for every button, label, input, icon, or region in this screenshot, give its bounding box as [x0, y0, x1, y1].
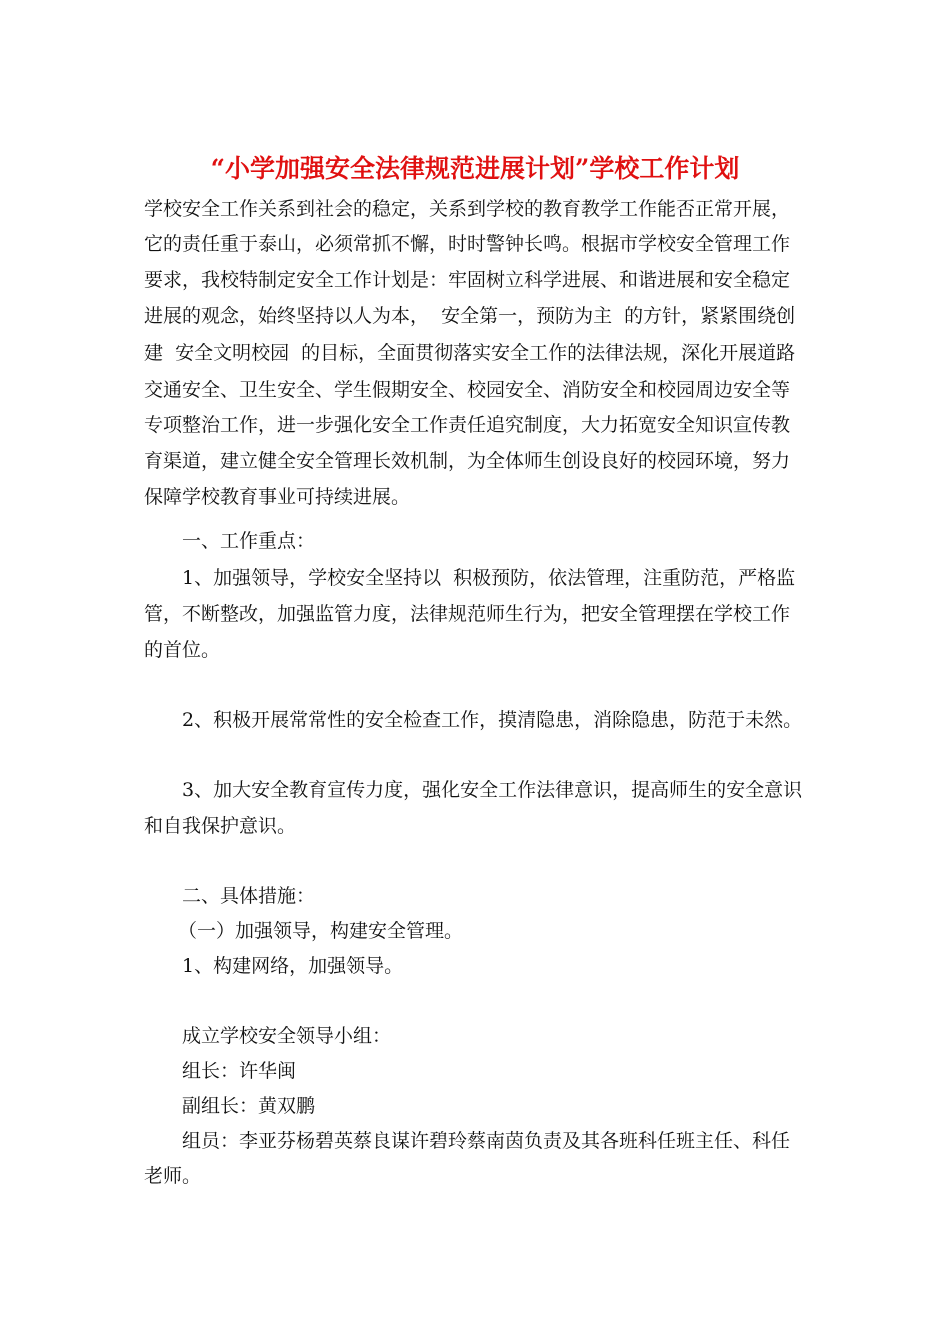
group-intro: 成立学校安全领导小组： — [182, 1025, 392, 1047]
section2-heading: 二、具体措施： — [182, 885, 316, 907]
point3-line-1: 3、加大安全教育宣传力度，强化安全工作法律意识，提高师生的安全意识 — [182, 779, 803, 801]
intro-line-3: 要求，我校特制定安全工作计划是：牢固树立科学进展、和谐进展和安全稳定 — [144, 269, 791, 291]
item1-heading: 1、构建网络，加强领导。 — [182, 955, 404, 977]
group-vice-leader: 副组长：黄双鹏 — [182, 1095, 316, 1117]
group-leader: 组长：许华闽 — [182, 1060, 297, 1082]
intro-line-6: 交通安全、卫生安全、学生假期安全、校园安全、消防安全和校园周边安全等 — [144, 379, 791, 401]
intro-line-7: 专项整治工作，进一步强化安全工作责任追究制度，大力拓宽安全知识宣传教 — [144, 414, 791, 436]
point1-line-1: 1、加强领导，学校安全坚持以 积极预防，依法管理，注重防范，严格监 — [182, 567, 796, 589]
group-members-line-2: 老师。 — [144, 1165, 202, 1187]
intro-line-4: 进展的观念，始终坚持以人为本， 安全第一，预防为主 的方针，紧紧围绕创 — [144, 305, 796, 327]
subsection1-heading: （一）加强领导，构建安全管理。 — [178, 920, 464, 942]
intro-line-8: 育渠道，建立健全安全管理长效机制，为全体师生创设良好的校园环境，努力 — [144, 450, 791, 472]
intro-line-1: 学校安全工作关系到社会的稳定，关系到学校的教育教学工作能否正常开展， — [144, 198, 791, 220]
point1-line-3: 的首位。 — [144, 639, 221, 661]
document-title: “小学加强安全法律规范进展计划”学校工作计划 — [210, 154, 740, 183]
intro-line-5: 建 安全文明校园 的目标，全面贯彻落实安全工作的法律法规，深化开展道路 — [144, 342, 796, 364]
point2-line: 2、积极开展常常性的安全检查工作，摸清隐患，消除隐患，防范于未然。 — [182, 709, 803, 731]
point3-line-2: 和自我保护意识。 — [144, 815, 297, 837]
intro-line-9: 保障学校教育事业可持续进展。 — [144, 486, 411, 508]
section1-heading: 一、工作重点： — [182, 530, 316, 552]
group-members-line-1: 组员：李亚芬杨碧英蔡良谋许碧玲蔡南茵负责及其各班科任班主任、科任 — [182, 1130, 791, 1152]
point1-line-2: 管，不断整改，加强监管力度，法律规范师生行为，把安全管理摆在学校工作 — [144, 603, 791, 625]
intro-line-2: 它的责任重于泰山，必须常抓不懈，时时警钟长鸣。根据市学校安全管理工作 — [144, 233, 791, 255]
